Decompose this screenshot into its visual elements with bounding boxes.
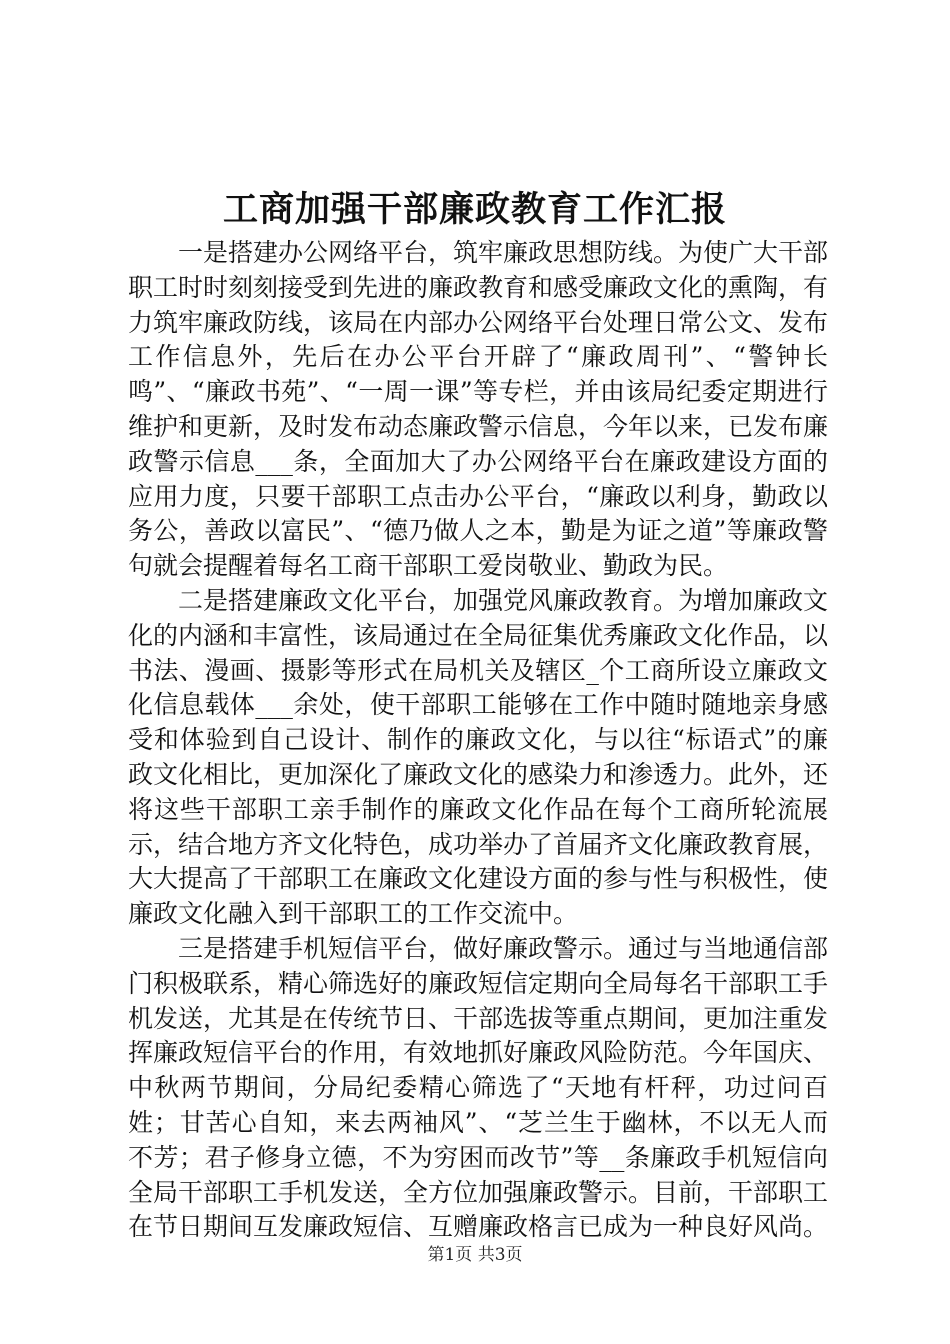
page-number-footer: 第1页 共3页 xyxy=(427,1245,523,1265)
paragraph-1: 一是搭建办公网络平台，筑牢廉政思想防线。为使广大干部职工时时刻刻接受到先进的廉政教育和感受廉政文化的熏陶，有力筑牢廉政防线，该局在内部办公网络平台处理日常公文、发布工作信息外，先后在办公平台开辟了“廉政周刊”、“警钟长鸣”、“廉政书苑”、“一周一课”等专栏，并由该局纪委定期进行维护和更新，及时发布动态廉政警示信息，今年以来，已发布廉政警示信息___条，全面加大了办公网络平台在廉政建设方面的应用力度，只要干部职工点击办公平台，“廉政以利身，勤政以务公，善政以富民”、“德乃做人之本，勤是为证之道”等廉政警句就会提醒着每名工商干部职工爱岗敬业、勤政为民。 xyxy=(128,238,829,581)
paragraph-3: 三是搭建手机短信平台，做好廉政警示。通过与当地通信部门积极联系，精心筛选好的廉政短信定期向全局每名干部职工手机发送，尤其是在传统节日、干部选拔等重点期间，更加注重发挥廉政短信平台的作用，有效地抓好廉政风险防范。今年国庆、中秋两节期间，分局纪委精心筛选了“天地有杆秤，功过问百姓；甘苦心自知，来去两袖风”、“芝兰生于幽林，不以无人而不芳；君子修身立德，不为穷困而改节”等__条廉政手机短信向全局干部职工手机发送，全方位加强廉政警示。目前，干部职工在节日期间互发廉政短信、互赠廉政格言已成为一种良好风尚。 xyxy=(128,933,829,1242)
document-body xyxy=(128,236,828,1245)
document-title: 工商加强干部廉政教育工作汇报 xyxy=(222,189,727,230)
paragraph-2: 二是搭建廉政文化平台，加强党风廉政教育。为增加廉政文化的内涵和丰富性，该局通过在全局征集优秀廉政文化作品，以书法、漫画、摄影等形式在局机关及辖区_个工商所设立廉政文化信息载体___余处，使干部职工能够在工作中随时随地亲身感受和体验到自己设计、制作的廉政文化，与以往“标语式”的廉政文化相比，更加深化了廉政文化的感染力和渗透力。此外，还将这些干部职工亲手制作的廉政文化作品在每个工商所轮流展示，结合地方齐文化特色，成功举办了首届齐文化廉政教育展，大大提高了干部职工在廉政文化建设方面的参与性与积极性，使廉政文化融入到干部职工的工作交流中。 xyxy=(128,585,829,929)
